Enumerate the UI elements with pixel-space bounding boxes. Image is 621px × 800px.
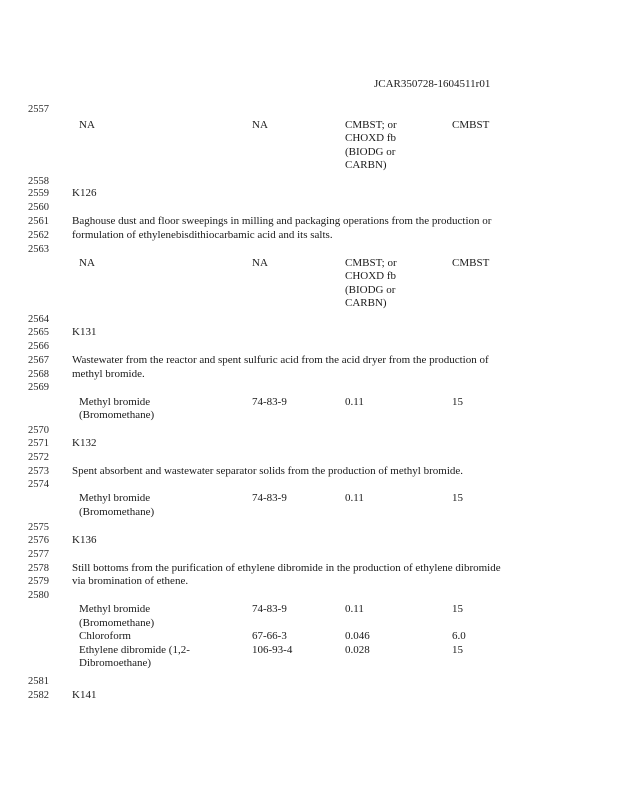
cas-number: 74-83-9 [252, 396, 287, 408]
treatment-standard-line: CMBST; or [345, 257, 397, 269]
line-number: 2564 [28, 314, 49, 325]
line-number: 2565 [28, 327, 49, 338]
line-number: 2578 [28, 563, 49, 574]
waste-constituent: Methyl bromide [79, 603, 151, 615]
waste-constituent: Dibromoethane) [79, 657, 152, 669]
wastewater-standard: 0.11 [345, 396, 364, 408]
line-number: 2577 [28, 549, 49, 560]
waste-code: K141 [72, 689, 97, 701]
line-number: 2567 [28, 355, 49, 366]
treatment-standard-line: CHOXD fb [345, 270, 397, 282]
nonwastewater-standard: CMBST [452, 119, 490, 131]
cas-number: NA [252, 119, 268, 131]
cas-number: 74-83-9 [252, 492, 287, 504]
waste-code: K136 [72, 534, 97, 546]
treatment-standard-line: CARBN) [345, 159, 387, 171]
line-number: 2562 [28, 230, 49, 241]
treatment-standard-line: (BIODG or [345, 146, 396, 158]
treatment-standard-line: CHOXD fb [345, 132, 397, 144]
line-number: 2560 [28, 202, 49, 213]
line-number: 2572 [28, 452, 49, 463]
line-number: 2582 [28, 690, 49, 701]
nonwastewater-standard: 15 [452, 396, 463, 408]
waste-code: K126 [72, 187, 97, 199]
treatment-standard-line: CMBST; or [345, 119, 397, 131]
cas-number: NA [252, 257, 268, 269]
nonwastewater-standard: 15 [452, 644, 463, 656]
line-number: 2576 [28, 535, 49, 546]
line-number: 2569 [28, 382, 49, 393]
waste-description: methyl bromide. [72, 368, 145, 380]
line-number: 2579 [28, 576, 49, 587]
waste-constituent: Methyl bromide [79, 396, 151, 408]
line-number: 2575 [28, 522, 49, 533]
waste-description: Wastewater from the reactor and spent sulfuric acid from the acid dryer from the production of [72, 354, 489, 366]
waste-description: formulation of ethylenebisdithiocarbamic acid and its salts. [72, 229, 333, 241]
waste-constituent: NA [79, 119, 95, 131]
line-number: 2558 [28, 176, 49, 187]
waste-constituent: Methyl bromide [79, 492, 151, 504]
nonwastewater-standard: CMBST [452, 257, 490, 269]
treatment-standard-line: (BIODG or [345, 284, 396, 296]
wastewater-standard: 0.046 [345, 630, 370, 642]
cas-number: 106-93-4 [252, 644, 293, 656]
line-number: 2571 [28, 438, 49, 449]
cas-number: 74-83-9 [252, 603, 287, 615]
treatment-standard-line: CARBN) [345, 297, 387, 309]
line-number: 2580 [28, 590, 49, 601]
nonwastewater-standard: 15 [452, 603, 463, 615]
document-id: JCAR350728-1604511r01 [374, 78, 491, 90]
line-number: 2561 [28, 216, 49, 227]
wastewater-standard: 0.028 [345, 644, 370, 656]
waste-description: via bromination of ethene. [72, 575, 189, 587]
cas-number: 67-66-3 [252, 630, 287, 642]
wastewater-standard: 0.11 [345, 492, 364, 504]
line-number: 2568 [28, 369, 49, 380]
wastewater-standard: 0.11 [345, 603, 364, 615]
waste-code: K132 [72, 437, 97, 449]
line-number: 2581 [28, 676, 49, 687]
nonwastewater-standard: 15 [452, 492, 463, 504]
line-number: 2559 [28, 188, 49, 199]
waste-constituent: NA [79, 257, 95, 269]
line-number: 2566 [28, 341, 49, 352]
waste-constituent: Chloroform [79, 630, 131, 642]
waste-code: K131 [72, 326, 97, 338]
waste-constituent: Ethylene dibromide (1,2- [79, 644, 190, 656]
line-number: 2574 [28, 479, 49, 490]
line-number: 2573 [28, 466, 49, 477]
nonwastewater-standard: 6.0 [452, 630, 466, 642]
line-number: 2557 [28, 104, 49, 115]
waste-constituent: (Bromomethane) [79, 506, 155, 518]
waste-description: Baghouse dust and floor sweepings in milling and packaging operations from the production or [72, 215, 492, 227]
line-number: 2563 [28, 244, 49, 255]
waste-constituent: (Bromomethane) [79, 617, 155, 629]
waste-constituent: (Bromomethane) [79, 409, 155, 421]
line-number: 2570 [28, 425, 49, 436]
waste-description: Still bottoms from the purification of ethylene dibromide in the production of ethylene dibromide [72, 562, 501, 574]
waste-description: Spent absorbent and wastewater separator solids from the production of methyl bromide. [72, 465, 464, 477]
